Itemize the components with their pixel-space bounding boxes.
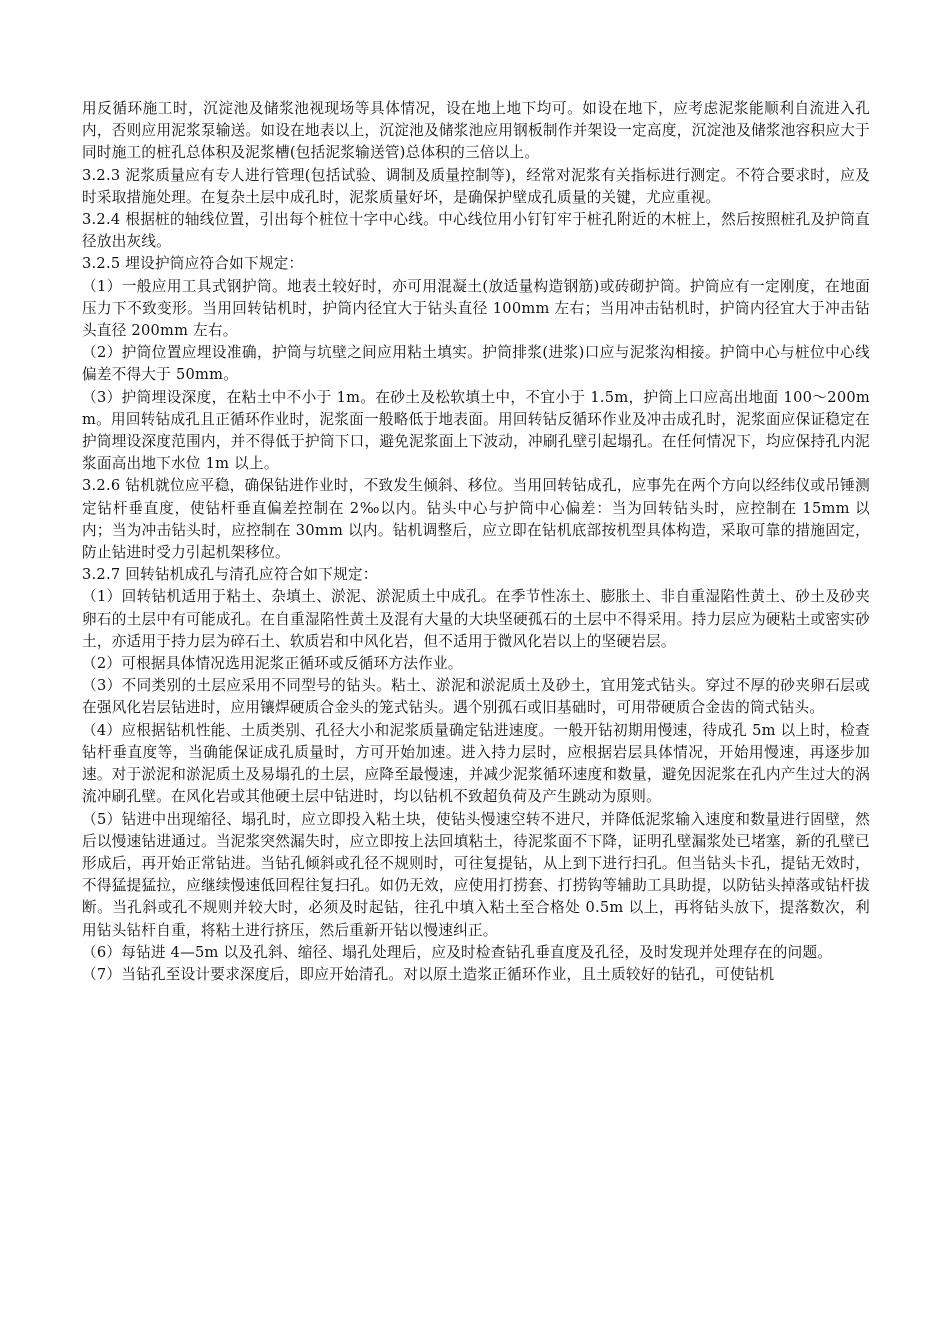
paragraph-3-2-5-item-3: （3）护筒埋设深度，在粘土中不小于 1m。在砂土及松软填土中，不宜小于 1.5m，护筒上口应高出地面 100～200mm。用回转钻成孔且正循环作业时，泥浆面一般略低于地表面。用回转钻反循环作业及冲击成孔时，泥浆面应保证稳定在护筒埋设深度范围内，并不得低于护筒下口，避免泥浆面上下波动，冲刷孔壁引起塌孔。在任何情况下，均应保持孔内泥浆面高出地下水位 1m 以上。	[82, 388, 870, 473]
paragraph-3-2-5-item-1: （1）一般应用工具式钢护筒。地表土较好时，亦可用混凝土(放适量构造钢筋)或砖砌护筒。护筒应有一定刚度，在地面压力下不致变形。当用回转钻机时，护筒内径宜大于钻头直径 100mm 左右；当用冲击钻机时，护筒内径宜大于冲击钻头直径 200mm 左右。	[82, 277, 870, 340]
paragraph-3-2-4: 3.2.4 根据桩的轴线位置，引出每个桩位十字中心线。中心线位用小钉钉牢于桩孔附近的木桩上，然后按照桩孔及护筒直径放出灰线。	[82, 211, 870, 251]
paragraph-3-2-5-heading: 3.2.5 埋设护筒应符合如下规定：	[82, 255, 304, 273]
paragraph-3-2-7-item-3: （3）不同类别的土层应采用不同型号的钻头。粘土、淤泥和淤泥质土及砂土，宜用笼式钻头。穿过不厚的砂夹卵石层或在强风化岩层钻进时，应用镶焊硬质合金头的笼式钻头。遇个别孤石或旧基础时，可用带硬质合金齿的筒式钻头。	[82, 677, 870, 717]
paragraph-3-2-7-item-6: （6）每钻进 4—5m 以及孔斜、缩径、塌孔处理后，应及时检查钻孔垂直度及孔径，及时发现并处理存在的问题。	[82, 943, 833, 961]
paragraph-3-2-3: 3.2.3 泥浆质量应有专人进行管理(包括试验、调制及质量控制等)，经常对泥浆有关指标进行测定。不符合要求时，应及时采取措施处理。在复杂土层中成孔时，泥浆质量好坏，是确保护壁成孔质量的关键，尤应重视。	[82, 166, 870, 206]
paragraph-3-2-5-item-2: （2）护筒位置应埋设准确，护筒与坑壁之间应用粘土填实。护筒排浆(进浆)口应与泥浆沟相接。护筒中心与桩位中心线偏差不得大于 50mm。	[82, 344, 870, 384]
paragraph-3-2-7-item-4: （4）应根据钻机性能、土质类别、孔径大小和泥浆质量确定钻进速度。一般开钻初期用慢速，待成孔 5m 以上时，检查钻杆垂直度等，当确能保证成孔质量时，方可开始加速。进入持力层时，应根据岩层具体情况，开始用慢速，再逐步加速。对于淤泥和淤泥质土及易塌孔的土层，应降至最慢速，并减少泥浆循环速度和数量，避免因泥浆在孔内产生过大的涡流冲刷孔壁。在风化岩或其他硬土层中钻进时，均以钻机不致超负荷及产生跳动为原则。	[82, 721, 870, 806]
paragraph-intro-continued: 用反循环施工时，沉淀池及储浆池视现场等具体情况，设在地上地下均可。如设在地下，应考虑泥浆能顺利自流进入孔内，否则应用泥浆泵输送。如设在地表以上，沉淀池及储浆池应用钢板制作并架设一定高度，沉淀池及储浆池容积应大于同时施工的桩孔总体积及泥浆槽(包括泥浆输送管)总体积的三倍以上。	[82, 100, 870, 162]
paragraph-3-2-7-item-5: （5）钻进中出现缩径、塌孔时，应立即投入粘土块，使钻头慢速空转不进尺，并降低泥浆输入速度和数量进行固壁，然后以慢速钻进通过。当泥浆突然漏失时，应立即按上法回填粘土，待泥浆面不下降，证明孔壁漏浆处已堵塞，新的孔壁已形成后，再开始正常钻进。当钻孔倾斜或孔径不规则时，可往复提钻，从上到下进行扫孔。但当钻头卡孔，提钻无效时，不得猛提猛拉，应继续慢速低回程往复扫孔。如仍无效，应使用打捞套、打捞钩等辅助工具助提，以防钻头掉落或钻杆拔断。当孔斜或孔不规则并较大时，必须及时起钻，往孔中填入粘土至合格处 0.5m 以上，再将钻头放下，提落数次，利用钻头钻杆自重，将粘土进行挤压，然后重新开钻以慢速纠正。	[82, 810, 870, 939]
paragraph-3-2-7-heading: 3.2.7 回转钻机成孔与清孔应符合如下规定：	[82, 566, 378, 584]
paragraph-3-2-7-item-7: （7）当钻孔至设计要求深度后，即应开始清孔。对以原土造浆正循环作业，且土质较好的钻孔，可使钻机	[82, 965, 775, 983]
paragraph-3-2-6: 3.2.6 钻机就位应平稳，确保钻进作业时，不致发生倾斜、移位。当用回转钻成孔，应事先在两个方向以经纬仪或吊锤测定钻杆垂直度，使钻杆垂直偏差控制在 2‰以内。钻头中心与护筒中心偏差：当为回转钻头时，应控制在 15mm 以内；当为冲击钻头时，应控制在 30mm 以内。钻机调整后，应立即在钻机底部按机型具体构造，采取可靠的措施固定，防止钻进时受力引起机架移位。	[82, 477, 870, 562]
paragraph-3-2-7-item-2: （2）可根据具体情况选用泥浆正循环或反循环方法作业。	[82, 655, 463, 673]
paragraph-3-2-7-item-1: （1）回转钻机适用于粘土、杂填土、淤泥、淤泥质土中成孔。在季节性冻土、膨胀土、非自重湿陷性黄土、砂土及砂夹卵石的土层中有可能成孔。在自重湿陷性黄土及混有大量的大块坚硬孤石的土层中不得采用。持力层应为硬粘土或密实砂土，亦适用于持力层为碎石土、软质岩和中风化岩，但不适用于微风化岩以上的坚硬岩层。	[82, 588, 870, 650]
